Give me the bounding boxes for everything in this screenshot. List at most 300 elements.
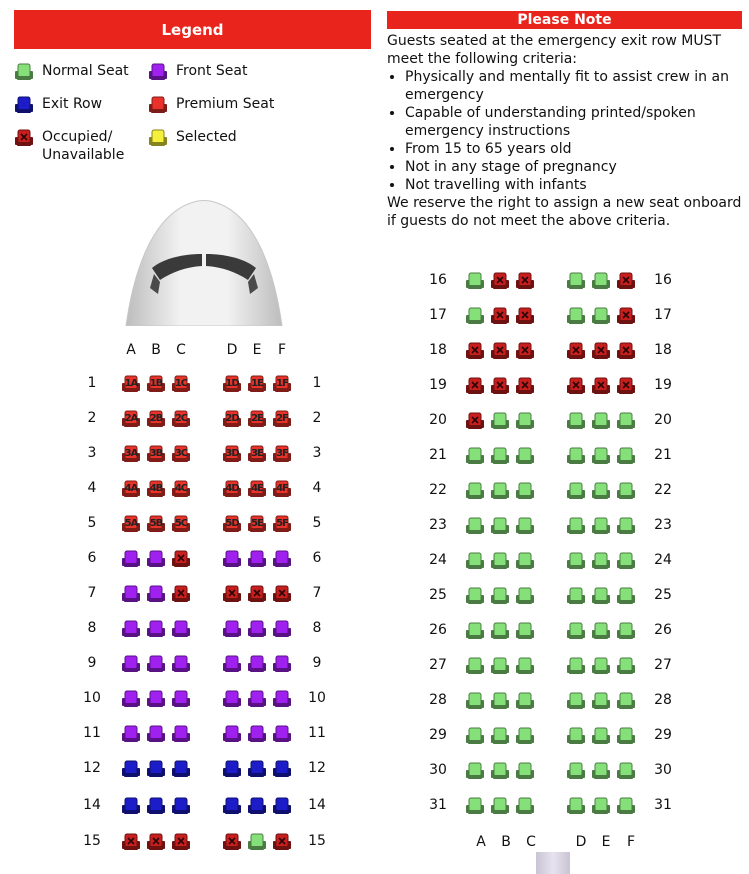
seat-21d[interactable] — [566, 446, 586, 466]
seat-7a[interactable] — [121, 584, 141, 604]
seat-17a[interactable] — [465, 306, 485, 326]
normal-seat-icon — [566, 761, 586, 781]
seat-14c[interactable] — [171, 796, 191, 816]
seat-5e[interactable] — [247, 514, 267, 534]
seat-2d[interactable] — [222, 409, 242, 429]
normal-seat-icon — [591, 621, 611, 641]
seat-24c[interactable] — [515, 551, 535, 571]
column-letter-f: F — [626, 834, 636, 850]
seat-2a[interactable] — [121, 409, 141, 429]
seat-9b[interactable] — [146, 654, 166, 674]
normal-seat-icon — [566, 446, 586, 466]
normal-seat-icon — [566, 411, 586, 431]
occupied-seat-icon — [566, 341, 586, 361]
seat-20f[interactable] — [616, 411, 636, 431]
seat-4d[interactable] — [222, 479, 242, 499]
seat-25e[interactable] — [591, 586, 611, 606]
row-number: 10 — [308, 690, 326, 706]
seat-5a[interactable] — [121, 514, 141, 534]
criteria-item: • Physically and mentally fit to assist crew in an emergency — [405, 68, 742, 104]
seat-5d[interactable] — [222, 514, 242, 534]
criteria-item: • Not travelling with infants — [405, 176, 742, 194]
normal-seat-icon — [490, 656, 510, 676]
seat-label: 2F — [276, 413, 288, 424]
normal-seat-icon — [490, 586, 510, 606]
normal-seat-icon — [566, 306, 586, 326]
seat-30c[interactable] — [515, 761, 535, 781]
occupied-seat-icon — [14, 128, 32, 146]
seat-22b[interactable] — [490, 481, 510, 501]
occupied-seat-icon — [272, 584, 292, 604]
seat-2e[interactable] — [247, 409, 267, 429]
seat-28f[interactable] — [616, 691, 636, 711]
please-note-title: Please Note — [517, 12, 612, 28]
seat-12e[interactable] — [247, 759, 267, 779]
seat-8b[interactable] — [146, 619, 166, 639]
seat-30e[interactable] — [591, 761, 611, 781]
row-number: 20 — [429, 412, 447, 428]
seat-label: 5E — [251, 518, 263, 529]
seat-10a[interactable] — [121, 689, 141, 709]
seat-25d[interactable] — [566, 586, 586, 606]
seat-label: 4A — [124, 483, 138, 494]
row-number: 29 — [429, 727, 447, 743]
row-number: 25 — [429, 587, 447, 603]
seat-3a[interactable] — [121, 444, 141, 464]
seat-25a[interactable] — [465, 586, 485, 606]
seat-16e[interactable] — [591, 271, 611, 291]
seat-4f[interactable] — [272, 479, 292, 499]
seat-label: 3B — [149, 448, 163, 459]
seat-31a[interactable] — [465, 796, 485, 816]
seat-3f[interactable] — [272, 444, 292, 464]
seat-label: 1B — [149, 378, 163, 389]
row-number: 25 — [654, 587, 672, 603]
seat-25f[interactable] — [616, 586, 636, 606]
seat-16b — [490, 271, 510, 291]
seat-8e[interactable] — [247, 619, 267, 639]
seat-8d[interactable] — [222, 619, 242, 639]
row-number: 20 — [654, 412, 672, 428]
row-number: 27 — [429, 657, 447, 673]
front-seat-icon — [222, 724, 242, 744]
occupied-seat-icon — [591, 376, 611, 396]
seat-22a[interactable] — [465, 481, 485, 501]
occupied-seat-icon — [616, 306, 636, 326]
seat-1d[interactable] — [222, 374, 242, 394]
occupied-seat-icon — [591, 341, 611, 361]
seat-31d[interactable] — [566, 796, 586, 816]
selected-seat-icon — [148, 128, 166, 146]
seat-label: 4F — [276, 483, 288, 494]
seat-30b[interactable] — [490, 761, 510, 781]
seat-28c[interactable] — [515, 691, 535, 711]
row-number: 10 — [83, 690, 101, 706]
seat-9f[interactable] — [272, 654, 292, 674]
legend-label: Normal Seat — [42, 63, 129, 79]
seat-1e[interactable] — [247, 374, 267, 394]
seat-30a[interactable] — [465, 761, 485, 781]
seat-3d[interactable] — [222, 444, 242, 464]
row-number: 16 — [654, 272, 672, 288]
column-letter-c: C — [526, 834, 536, 850]
normal-seat-icon — [591, 481, 611, 501]
seat-28e[interactable] — [591, 691, 611, 711]
seat-23d[interactable] — [566, 516, 586, 536]
seat-18a — [465, 341, 485, 361]
seat-3c[interactable] — [171, 444, 191, 464]
row-number: 3 — [87, 445, 97, 461]
seat-7e — [247, 584, 267, 604]
seat-17f — [616, 306, 636, 326]
seat-12c[interactable] — [171, 759, 191, 779]
seat-23a[interactable] — [465, 516, 485, 536]
row-number: 8 — [312, 620, 322, 636]
seat-4b[interactable] — [146, 479, 166, 499]
seat-21a[interactable] — [465, 446, 485, 466]
row-number: 27 — [654, 657, 672, 673]
row-number: 18 — [429, 342, 447, 358]
row-number: 28 — [654, 692, 672, 708]
front-seat-icon — [121, 549, 141, 569]
occupied-seat-icon — [515, 271, 535, 291]
seat-11e[interactable] — [247, 724, 267, 744]
seat-28a[interactable] — [465, 691, 485, 711]
seat-9e[interactable] — [247, 654, 267, 674]
normal-seat-icon — [591, 586, 611, 606]
seat-27b[interactable] — [490, 656, 510, 676]
seat-label: 2E — [251, 413, 263, 424]
seat-11d[interactable] — [222, 724, 242, 744]
seat-12d[interactable] — [222, 759, 242, 779]
seat-1f[interactable] — [272, 374, 292, 394]
exit-seat-icon — [146, 796, 166, 816]
normal-seat-icon — [490, 481, 510, 501]
seat-6f[interactable] — [272, 549, 292, 569]
front-seat-icon — [121, 654, 141, 674]
front-seat-icon — [272, 724, 292, 744]
seat-17e[interactable] — [591, 306, 611, 326]
normal-seat-icon — [465, 621, 485, 641]
seat-2b[interactable] — [146, 409, 166, 429]
front-seat-icon — [148, 62, 166, 80]
seat-26a[interactable] — [465, 621, 485, 641]
seat-11c[interactable] — [171, 724, 191, 744]
seat-6e[interactable] — [247, 549, 267, 569]
row-number: 31 — [654, 797, 672, 813]
legend-header — [14, 10, 371, 49]
seat-4e[interactable] — [247, 479, 267, 499]
seat-29a[interactable] — [465, 726, 485, 746]
seat-15e[interactable] — [247, 832, 267, 852]
seat-18d — [566, 341, 586, 361]
seat-23e[interactable] — [591, 516, 611, 536]
seat-30d[interactable] — [566, 761, 586, 781]
seat-label: 2B — [149, 413, 163, 424]
normal-seat-icon — [490, 761, 510, 781]
seat-8c[interactable] — [171, 619, 191, 639]
normal-seat-icon — [515, 796, 535, 816]
occupied-seat-icon — [222, 832, 242, 852]
normal-seat-icon — [465, 656, 485, 676]
row-number: 6 — [87, 550, 97, 566]
row-number: 23 — [654, 517, 672, 533]
seat-17d[interactable] — [566, 306, 586, 326]
seat-10d[interactable] — [222, 689, 242, 709]
seat-4a[interactable] — [121, 479, 141, 499]
seat-11b[interactable] — [146, 724, 166, 744]
please-note-header — [387, 11, 742, 29]
row-number: 6 — [312, 550, 322, 566]
seat-9a[interactable] — [121, 654, 141, 674]
exit-seat-icon — [14, 95, 32, 113]
seat-label: 1A — [124, 378, 138, 389]
seat-1c[interactable] — [171, 374, 191, 394]
legend-item-front — [148, 62, 247, 80]
front-seat-icon — [272, 619, 292, 639]
row-number: 2 — [312, 410, 322, 426]
normal-seat-icon — [616, 551, 636, 571]
front-seat-icon — [272, 549, 292, 569]
seat-22f[interactable] — [616, 481, 636, 501]
note-intro: Guests seated at the emergency exit row MUST meet the following criteria: — [387, 33, 722, 67]
seat-5b[interactable] — [146, 514, 166, 534]
seat-11f[interactable] — [272, 724, 292, 744]
seat-29b[interactable] — [490, 726, 510, 746]
occupied-seat-icon — [465, 376, 485, 396]
seat-27f[interactable] — [616, 656, 636, 676]
row-number: 9 — [87, 655, 97, 671]
seat-28d[interactable] — [566, 691, 586, 711]
seat-22d[interactable] — [566, 481, 586, 501]
seat-26c[interactable] — [515, 621, 535, 641]
normal-seat-icon — [616, 656, 636, 676]
exit-seat-icon — [222, 796, 242, 816]
occupied-seat-icon — [465, 341, 485, 361]
seat-15c — [171, 832, 191, 852]
exit-seat-icon — [247, 759, 267, 779]
seat-29c[interactable] — [515, 726, 535, 746]
seat-26b[interactable] — [490, 621, 510, 641]
seat-label: 2A — [124, 413, 138, 424]
seat-30f[interactable] — [616, 761, 636, 781]
seat-2c[interactable] — [171, 409, 191, 429]
seat-21e[interactable] — [591, 446, 611, 466]
seat-label: 3A — [124, 448, 138, 459]
seat-27a[interactable] — [465, 656, 485, 676]
seat-12a[interactable] — [121, 759, 141, 779]
seat-14a[interactable] — [121, 796, 141, 816]
seat-26e[interactable] — [591, 621, 611, 641]
seat-10c[interactable] — [171, 689, 191, 709]
seat-14d[interactable] — [222, 796, 242, 816]
seat-31c[interactable] — [515, 796, 535, 816]
seat-28b[interactable] — [490, 691, 510, 711]
criteria-list — [387, 68, 742, 194]
legend-item-premium — [148, 95, 274, 113]
normal-seat-icon — [465, 271, 485, 291]
row-number: 29 — [654, 727, 672, 743]
seat-12b[interactable] — [146, 759, 166, 779]
seat-29d[interactable] — [566, 726, 586, 746]
seat-21f[interactable] — [616, 446, 636, 466]
seat-label: 3E — [251, 448, 263, 459]
occupied-seat-icon — [490, 271, 510, 291]
seat-23c[interactable] — [515, 516, 535, 536]
normal-seat-icon — [566, 621, 586, 641]
seat-7b[interactable] — [146, 584, 166, 604]
normal-seat-icon — [566, 726, 586, 746]
normal-seat-icon — [591, 271, 611, 291]
row-number: 19 — [429, 377, 447, 393]
seat-29f[interactable] — [616, 726, 636, 746]
seat-24d[interactable] — [566, 551, 586, 571]
seat-6d[interactable] — [222, 549, 242, 569]
normal-seat-icon — [465, 586, 485, 606]
seat-5c[interactable] — [171, 514, 191, 534]
row-number: 31 — [429, 797, 447, 813]
seat-11a[interactable] — [121, 724, 141, 744]
occupied-seat-icon — [490, 341, 510, 361]
seat-26f[interactable] — [616, 621, 636, 641]
row-number: 5 — [312, 515, 322, 531]
normal-seat-icon — [490, 551, 510, 571]
seat-21c[interactable] — [515, 446, 535, 466]
seat-1b[interactable] — [146, 374, 166, 394]
seat-8a[interactable] — [121, 619, 141, 639]
seat-4c[interactable] — [171, 479, 191, 499]
normal-seat-icon — [490, 516, 510, 536]
seat-31b[interactable] — [490, 796, 510, 816]
legend-label: Occupied/ Unavailable — [42, 129, 125, 163]
seat-14f[interactable] — [272, 796, 292, 816]
seat-20e[interactable] — [591, 411, 611, 431]
seat-label: 5F — [276, 518, 288, 529]
normal-seat-icon — [591, 516, 611, 536]
occupied-seat-icon — [171, 832, 191, 852]
legend-label: Front Seat — [176, 63, 248, 79]
seat-21b[interactable] — [490, 446, 510, 466]
seat-15a — [121, 832, 141, 852]
seat-10b[interactable] — [146, 689, 166, 709]
seat-3b[interactable] — [146, 444, 166, 464]
seat-6a[interactable] — [121, 549, 141, 569]
seat-31f[interactable] — [616, 796, 636, 816]
column-letter-b: B — [501, 834, 511, 850]
exit-seat-icon — [272, 796, 292, 816]
normal-seat-icon — [465, 796, 485, 816]
seat-10f[interactable] — [272, 689, 292, 709]
seat-24a[interactable] — [465, 551, 485, 571]
front-seat-icon — [222, 654, 242, 674]
seat-14e[interactable] — [247, 796, 267, 816]
seat-label: 3F — [276, 448, 288, 459]
seat-16f — [616, 271, 636, 291]
seat-26d[interactable] — [566, 621, 586, 641]
seat-19f — [616, 376, 636, 396]
seat-16c — [515, 271, 535, 291]
occupied-seat-icon — [465, 411, 485, 431]
front-seat-icon — [146, 724, 166, 744]
seat-5f[interactable] — [272, 514, 292, 534]
seat-24e[interactable] — [591, 551, 611, 571]
seat-24b[interactable] — [490, 551, 510, 571]
seat-label: 3C — [174, 448, 188, 459]
seat-27d[interactable] — [566, 656, 586, 676]
seat-23f[interactable] — [616, 516, 636, 536]
seat-9c[interactable] — [171, 654, 191, 674]
seat-8f[interactable] — [272, 619, 292, 639]
exit-seat-icon — [272, 759, 292, 779]
exit-seat-icon — [171, 759, 191, 779]
seat-29e[interactable] — [591, 726, 611, 746]
seat-6b[interactable] — [146, 549, 166, 569]
seat-27c[interactable] — [515, 656, 535, 676]
column-letter-b: B — [151, 342, 161, 358]
front-seat-icon — [121, 584, 141, 604]
seat-19e — [591, 376, 611, 396]
seat-2f[interactable] — [272, 409, 292, 429]
front-seat-icon — [272, 654, 292, 674]
seat-24f[interactable] — [616, 551, 636, 571]
seat-22c[interactable] — [515, 481, 535, 501]
row-number: 2 — [87, 410, 97, 426]
seat-6c — [171, 549, 191, 569]
seat-14b[interactable] — [146, 796, 166, 816]
row-number: 4 — [312, 480, 322, 496]
legend-label: Selected — [176, 129, 237, 145]
seat-20d[interactable] — [566, 411, 586, 431]
seat-16a[interactable] — [465, 271, 485, 291]
seat-1a[interactable] — [121, 374, 141, 394]
front-seat-icon — [121, 619, 141, 639]
row-number: 17 — [429, 307, 447, 323]
exit-seat-icon — [247, 796, 267, 816]
row-number: 15 — [308, 833, 326, 849]
seat-20c[interactable] — [515, 411, 535, 431]
seat-12f[interactable] — [272, 759, 292, 779]
row-number: 9 — [312, 655, 322, 671]
seat-18f — [616, 341, 636, 361]
seat-18e — [591, 341, 611, 361]
legend-title: Legend — [161, 20, 224, 39]
normal-seat-icon — [591, 551, 611, 571]
front-seat-icon — [272, 689, 292, 709]
front-seat-icon — [171, 654, 191, 674]
seat-16d[interactable] — [566, 271, 586, 291]
normal-seat-icon — [465, 481, 485, 501]
seat-25c[interactable] — [515, 586, 535, 606]
seat-31e[interactable] — [591, 796, 611, 816]
seat-10e[interactable] — [247, 689, 267, 709]
criteria-item: • From 15 to 65 years old — [405, 140, 742, 158]
seat-label: 1C — [174, 378, 188, 389]
aircraft-nose-icon — [124, 198, 284, 326]
normal-seat-icon — [515, 481, 535, 501]
seat-label: 5C — [174, 518, 188, 529]
row-number: 12 — [308, 760, 326, 776]
seat-22e[interactable] — [591, 481, 611, 501]
seat-23b[interactable] — [490, 516, 510, 536]
seat-20b[interactable] — [490, 411, 510, 431]
seat-3e[interactable] — [247, 444, 267, 464]
row-number: 21 — [654, 447, 672, 463]
seat-25b[interactable] — [490, 586, 510, 606]
normal-seat-icon — [616, 586, 636, 606]
seat-27e[interactable] — [591, 656, 611, 676]
seat-9d[interactable] — [222, 654, 242, 674]
row-number: 12 — [83, 760, 101, 776]
